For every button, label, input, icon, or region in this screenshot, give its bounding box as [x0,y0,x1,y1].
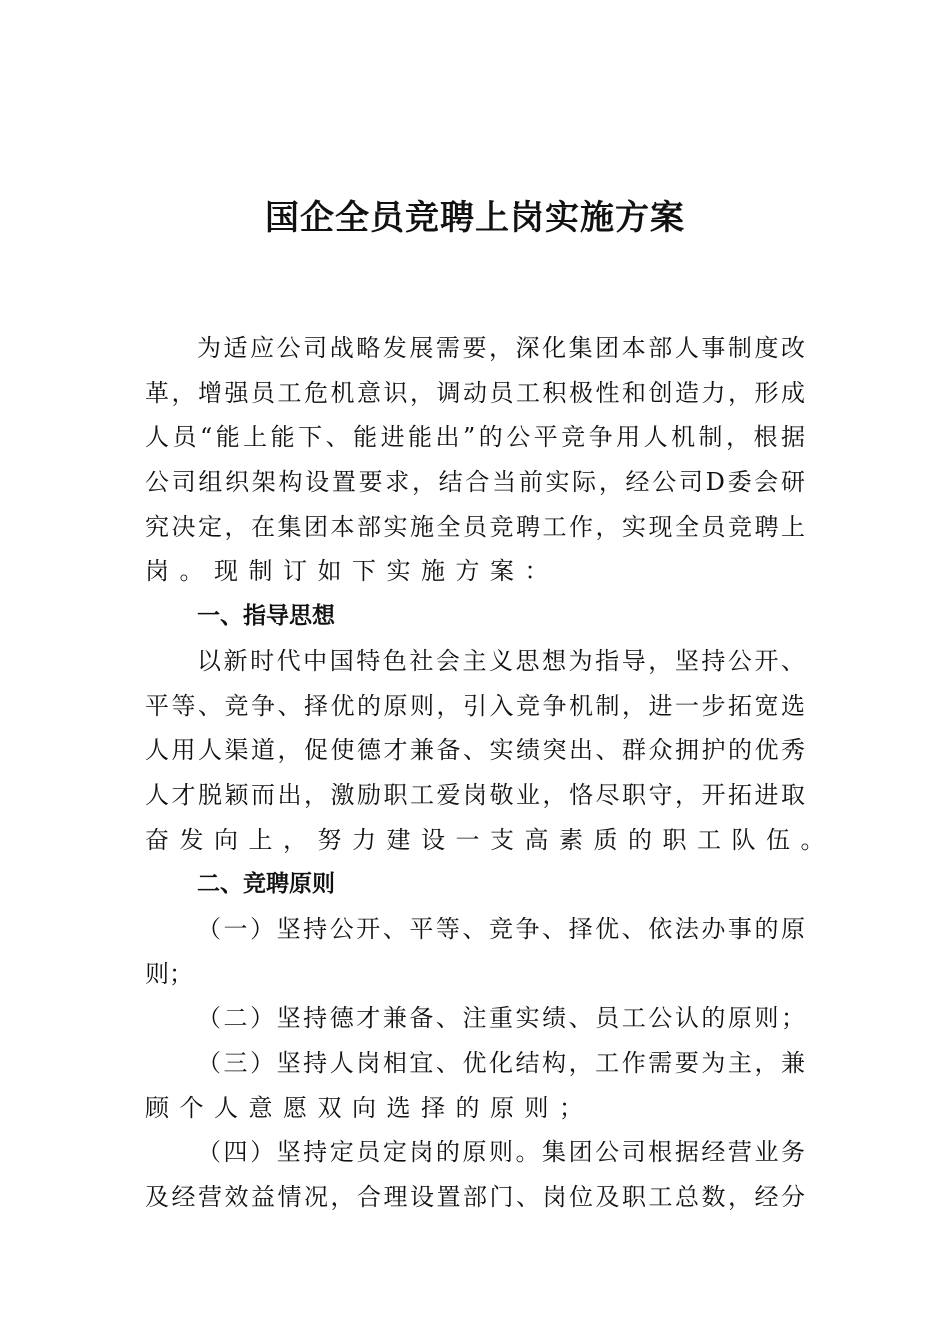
text-line: 则； [145,959,193,988]
text-line: 人才脱颖而出，激励职工爱岗敬业，恪尽职守，开拓进取 [145,780,805,809]
principle-item [145,1041,805,1130]
text-line: 究决定，在集团本部实施全员竞聘工作，实现全员竞聘上 [145,512,805,541]
text-line: （一）坚持公开、平等、竞争、择优、依法办事的原 [197,914,805,943]
text-line: （三）坚持人岗相宜、优化结构，工作需要为主，兼 [197,1049,805,1077]
document-body [145,326,835,1220]
section-heading: 一、指导思想 [197,603,335,630]
principle-item [145,996,805,1041]
text-line: 为适应公司战略发展需要，深化集团本部人事制度改 [197,334,805,362]
text-line: 革，增强员工危机意识，调动员工积极性和创造力，形成 [145,378,805,407]
text-line: 岗。现制订如下实施方案： [145,557,559,586]
principle-item [145,1130,805,1219]
text-line: （四）坚持定员定岗的原则。集团公司根据经营业务 [197,1138,805,1167]
text-line: 以新时代中国特色社会主义思想为指导，坚持公开、 [197,646,805,675]
text-line: 顾个人意愿双向选择的原则； [145,1093,594,1122]
document-title: 国企全员竞聘上岗实施方案 [265,198,685,238]
text-line: 公司组织架构设置要求，结合当前实际，经公司D委会研 [145,468,805,497]
text-line: 及经营效益情况，合理设置部门、岗位及职工总数，经分 [145,1183,805,1212]
text-line: 人用人渠道，促使德才兼备、实绩突出、群众拥护的优秀 [145,736,805,765]
section1-paragraph [145,639,835,862]
section-heading: 二、竞聘原则 [197,871,335,898]
text-line: 奋发向上，努力建设一支高素质的职工队伍。 [145,825,835,854]
text-line: 平等、竞争、择优的原则，引入竞争机制，进一步拓宽选 [145,691,805,720]
text-line: 人员“能上能下、能进能出”的公平竞争用人机制，根据 [145,423,805,452]
principle-item [145,907,805,996]
text-line: （二）坚持德才兼备、注重实绩、员工公认的原则； [197,1004,805,1033]
intro-paragraph [145,326,805,594]
